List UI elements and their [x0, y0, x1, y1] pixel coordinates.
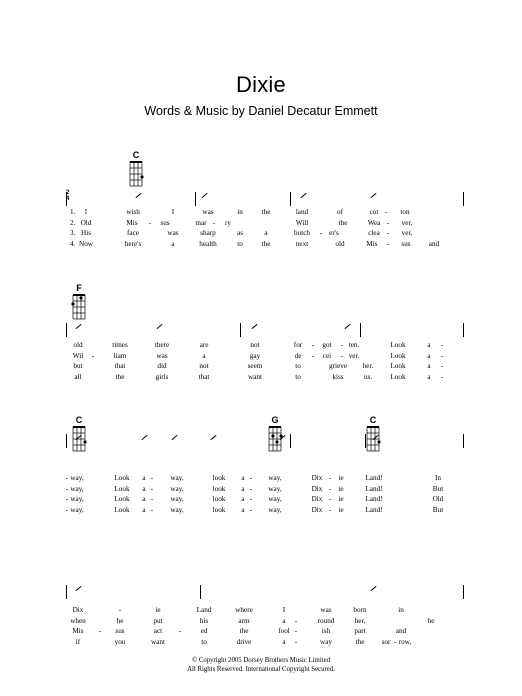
lyric-syllable: ver,: [401, 229, 413, 238]
lyric-syllable: the: [338, 218, 348, 227]
lyric-syllable: as: [237, 229, 243, 238]
lyric-syllable: butch: [294, 229, 310, 238]
chord-name: C: [75, 415, 83, 425]
lyric-syllable: -: [311, 351, 315, 360]
lyric-syllable: that: [198, 372, 210, 381]
lyric-syllable: -: [150, 505, 154, 514]
lyric-syllable: Wil: [72, 351, 84, 360]
lyric-syllable: face: [127, 229, 139, 238]
rhythm-staff: [0, 434, 522, 448]
bar-line: [290, 434, 291, 448]
lyric-syllable: way,: [268, 484, 282, 493]
lyric-syllable: a: [282, 616, 286, 625]
beat-slash: [300, 193, 306, 198]
lyric-syllable: was: [320, 606, 332, 614]
lyric-syllable: Wea: [367, 218, 381, 227]
lyric-syllable: next: [295, 239, 309, 248]
lyric-syllable: if: [75, 637, 81, 646]
chord-name: C: [369, 415, 377, 425]
lyric-syllable: ton: [400, 208, 410, 216]
lyric-syllable: a: [264, 229, 268, 238]
chord-name: F: [76, 283, 82, 293]
lyric-syllable: 4.: [70, 239, 76, 248]
beat-slash: [201, 193, 207, 198]
lyric-syllable: way,: [268, 495, 282, 504]
bar-line: [463, 434, 464, 448]
lyric-syllable: Land!: [365, 495, 383, 504]
lyric-syllable: times: [112, 341, 128, 349]
lyric-syllable: way,: [70, 495, 84, 504]
beat-slash: [370, 586, 376, 591]
chord-diagram-f: [68, 283, 90, 321]
bar-line: [66, 323, 67, 337]
lyric-syllable: -: [386, 218, 390, 227]
beat-slash: [372, 435, 378, 440]
lyric-syllable: a: [202, 351, 206, 360]
lyric-syllable: -: [249, 474, 253, 482]
lyric-syllable: a: [171, 239, 175, 248]
lyric-syllable: the: [261, 239, 271, 248]
beat-slash: [210, 435, 216, 440]
lyric-syllable: to: [295, 372, 301, 381]
lyric-syllable: the: [355, 637, 365, 646]
lyric-syllable: born: [353, 606, 367, 614]
lyric-syllable: her.: [362, 362, 374, 371]
lyric-syllable: cot: [369, 208, 379, 216]
lyric-syllable: -: [65, 484, 69, 493]
lyric-syllable: old: [73, 341, 83, 349]
chord-name: G: [271, 415, 279, 425]
lyric-syllable: his: [199, 616, 209, 625]
lyric-syllable: but: [73, 362, 83, 371]
lyric-syllable: to: [295, 362, 301, 371]
lyric-syllable: fool: [278, 627, 290, 636]
lyric-syllable: way,: [170, 484, 184, 493]
lyric-syllable: His: [81, 229, 91, 238]
lyric-syllable: for: [293, 341, 303, 349]
lyric-syllable: -: [319, 229, 323, 238]
lyric-syllable: where: [235, 606, 253, 614]
lyric-syllable: ie: [338, 484, 344, 493]
lyric-syllable: 2.: [70, 218, 76, 227]
chord-name: C: [132, 150, 140, 160]
lyric-syllable: I: [282, 606, 286, 614]
lyric-syllable: Old: [432, 495, 444, 504]
lyric-syllable: round: [317, 616, 335, 625]
lyric-syllable: way,: [170, 505, 184, 514]
lyric-syllable: arm: [238, 616, 250, 625]
lyric-syllable: wish: [126, 208, 140, 216]
lyric-syllable: ed: [200, 627, 208, 636]
bar-line: [290, 192, 291, 206]
lyric-syllable: a: [241, 495, 245, 504]
lyric-syllable: -: [249, 484, 253, 493]
bar-line: [66, 585, 67, 599]
lyric-syllable: -: [294, 637, 298, 646]
finger-dot: [140, 175, 143, 178]
lyric-syllable: Look: [390, 351, 406, 360]
song-title: Dixie: [236, 72, 286, 97]
lyric-syllable: Dix: [311, 505, 323, 514]
lyric-syllable: a: [241, 505, 245, 514]
lyric-syllable: sharp: [200, 229, 216, 238]
lyric-syllable: sus: [160, 218, 170, 227]
lyric-syllable: -: [440, 351, 444, 360]
lyric-syllable: -: [328, 474, 332, 482]
lyric-syllable: of: [337, 208, 343, 216]
lyric-syllable: -: [150, 484, 154, 493]
fretboard-grid: [128, 160, 144, 188]
lyric-syllable: But: [432, 505, 444, 514]
finger-dot: [79, 296, 82, 299]
lyric-syllable: a: [241, 484, 245, 493]
lyric-syllable: ver,: [401, 218, 413, 227]
lyric-syllable: clea: [368, 229, 380, 238]
lyric-syllable: -: [386, 239, 390, 248]
lyric-syllable: Mis: [126, 218, 138, 227]
lyric-syllable: -: [440, 372, 444, 381]
lyric-syllable: -: [328, 495, 332, 504]
lyric-syllable: -: [150, 474, 154, 482]
rhythm-staff: [0, 323, 522, 337]
lyric-syllable: Dix: [311, 495, 323, 504]
lyric-syllable: there: [154, 341, 170, 349]
lyric-syllable: liam: [113, 351, 127, 360]
lyric-syllable: put: [153, 616, 163, 625]
lyric-syllable: -: [65, 505, 69, 514]
lyric-syllable: sor: [381, 637, 391, 646]
lyric-syllable: way,: [70, 474, 84, 482]
fretboard-grid: [71, 293, 87, 321]
beat-slash: [279, 435, 285, 440]
lyric-syllable: -: [178, 627, 182, 636]
lyric-syllable: the: [115, 372, 125, 381]
lyric-syllable: a: [241, 474, 245, 482]
lyric-syllable: -: [98, 627, 102, 636]
lyric-syllable: cei: [322, 351, 332, 360]
lyric-syllable: -: [311, 341, 315, 349]
lyric-syllable: -: [91, 351, 95, 360]
lyric-syllable: land: [295, 208, 309, 216]
lyric-syllable: girls: [155, 372, 169, 381]
lyric-syllable: in: [398, 606, 404, 614]
lyric-syllable: Look: [114, 484, 130, 493]
beat-slash: [370, 193, 376, 198]
time-signature: 2 4: [66, 190, 70, 202]
lyric-syllable: -: [65, 474, 69, 482]
lyric-syllable: row,: [398, 637, 412, 646]
lyric-syllable: way,: [268, 474, 282, 482]
lyric-syllable: want: [248, 372, 262, 381]
lyric-syllable: not: [250, 341, 260, 349]
lyric-syllable: -: [440, 341, 444, 349]
lyric-syllable: Land!: [365, 505, 383, 514]
lyric-syllable: way: [320, 637, 332, 646]
lyric-syllable: -: [118, 606, 122, 614]
lyric-syllable: not: [199, 362, 209, 371]
lyric-syllable: -: [65, 495, 69, 504]
lyric-syllable: and: [395, 627, 407, 636]
beat-slash: [75, 324, 81, 329]
lyric-syllable: look: [212, 484, 226, 493]
lyric-syllable: was: [202, 208, 214, 216]
lyric-syllable: did: [157, 362, 167, 371]
lyric-syllable: that: [114, 362, 126, 371]
lyric-syllable: -: [249, 495, 253, 504]
lyric-syllable: 1.: [70, 208, 76, 216]
lyric-syllable: got: [322, 341, 332, 349]
lyric-syllable: Now: [79, 239, 93, 248]
bar-line: [360, 323, 361, 337]
lyric-syllable: a: [142, 495, 146, 504]
lyric-syllable: -: [440, 362, 444, 371]
lyric-syllable: look: [212, 505, 226, 514]
lyric-syllable: her,: [354, 616, 366, 625]
lyric-syllable: sus: [115, 627, 125, 636]
lyric-syllable: grieve: [329, 362, 347, 371]
finger-dot: [71, 302, 74, 305]
lyric-syllable: -: [384, 208, 388, 216]
lyric-syllable: er's: [329, 229, 339, 238]
lyric-syllable: -: [294, 627, 298, 636]
lyric-syllable: ie: [338, 474, 344, 482]
rhythm-staff: [0, 585, 522, 599]
lyric-syllable: ten.: [348, 341, 360, 349]
bar-line: [463, 192, 464, 206]
bar-line: [463, 323, 464, 337]
lyric-syllable: I: [171, 208, 175, 216]
lyric-syllable: way,: [70, 505, 84, 514]
lyric-syllable: Mis: [366, 239, 378, 248]
bar-line: [66, 434, 67, 448]
lyric-syllable: health: [199, 239, 217, 248]
lyric-syllable: -: [328, 484, 332, 493]
lyric-syllable: sus: [401, 239, 411, 248]
lyric-syllable: kiss: [332, 372, 344, 381]
lyric-syllable: part: [354, 627, 366, 636]
copyright-line: All Rights Reserved. International Copyright Secured.: [187, 666, 335, 673]
beat-slash: [135, 193, 141, 198]
bar-line: [463, 585, 464, 599]
composer-credit: Words & Music by Daniel Decatur Emmett: [144, 104, 378, 118]
lyric-syllable: gay: [249, 351, 261, 360]
lyric-syllable: a: [142, 474, 146, 482]
bar-line: [200, 585, 201, 599]
lyric-syllable: drive: [236, 637, 252, 646]
bar-line: [240, 323, 241, 337]
lyric-syllable: ver.: [348, 351, 360, 360]
lyric-syllable: way,: [170, 495, 184, 504]
lyric-syllable: de: [294, 351, 302, 360]
lyric-syllable: want: [151, 637, 165, 646]
lyric-syllable: to: [201, 637, 207, 646]
lyric-syllable: a: [142, 484, 146, 493]
lyric-syllable: Look: [114, 505, 130, 514]
lyric-syllable: in: [237, 208, 243, 216]
lyric-syllable: when: [70, 616, 86, 625]
lyric-syllable: the: [261, 208, 271, 216]
lyric-syllable: a: [427, 341, 431, 349]
lyric-syllable: Land: [196, 606, 212, 614]
lyric-syllable: Will: [295, 218, 309, 227]
lyric-syllable: Look: [390, 372, 406, 381]
lyric-syllable: a: [282, 637, 286, 646]
lyric-syllable: way,: [268, 505, 282, 514]
lyric-syllable: a: [427, 351, 431, 360]
copyright-notice: [0, 656, 522, 674]
lyric-syllable: Land!: [365, 484, 383, 493]
lyric-syllable: a: [427, 362, 431, 371]
lyric-syllable: ie: [338, 505, 344, 514]
bar-line: [195, 192, 196, 206]
lyric-syllable: Dix: [311, 484, 323, 493]
lyric-syllable: look: [212, 474, 226, 482]
lyric-syllable: -: [393, 637, 397, 646]
lyric-syllable: Dix: [72, 606, 84, 614]
lyric-syllable: But: [432, 484, 444, 493]
lyric-syllable: ry: [225, 218, 231, 227]
lyric-syllable: to: [237, 239, 243, 248]
lyric-syllable: was: [167, 229, 179, 238]
lyric-syllable: -: [150, 495, 154, 504]
lyric-syllable: In: [435, 474, 441, 482]
lyric-syllable: Look: [114, 495, 130, 504]
lyric-syllable: -: [249, 505, 253, 514]
lyric-syllable: Old: [80, 218, 92, 227]
lyric-syllable: ish: [321, 627, 331, 636]
lyric-syllable: ie: [338, 495, 344, 504]
lyric-syllable: Look: [114, 474, 130, 482]
lyric-syllable: a: [142, 505, 146, 514]
lyric-syllable: he: [116, 616, 124, 625]
lyric-syllable: here's: [124, 239, 142, 248]
lyric-syllable: the: [239, 627, 249, 636]
beat-slash: [141, 435, 147, 440]
lyric-syllable: old: [335, 239, 345, 248]
lyric-syllable: mar: [195, 218, 207, 227]
lyric-syllable: us.: [363, 372, 373, 381]
lyric-syllable: -: [148, 218, 152, 227]
lyric-syllable: Mis: [72, 627, 84, 636]
chord-diagram-c: [125, 150, 147, 188]
lyric-syllable: was: [156, 351, 168, 360]
lyric-syllable: way,: [70, 484, 84, 493]
beat-slash: [251, 324, 257, 329]
beat-slash: [156, 324, 162, 329]
beat-slash: [344, 324, 350, 329]
beat-slash: [75, 435, 81, 440]
lyric-syllable: I: [84, 208, 88, 216]
lyric-syllable: -: [328, 505, 332, 514]
lyric-syllable: -: [386, 229, 390, 238]
lyric-syllable: you: [114, 637, 126, 646]
lyric-syllable: act: [153, 627, 163, 636]
lyric-syllable: Dix: [311, 474, 323, 482]
bar-line: [365, 434, 366, 448]
lyric-syllable: he: [427, 616, 435, 625]
lyric-syllable: a: [427, 372, 431, 381]
lyric-syllable: Look: [390, 362, 406, 371]
lyric-syllable: -: [212, 218, 216, 227]
lyric-syllable: all: [74, 372, 82, 381]
lyric-syllable: Land!: [365, 474, 383, 482]
lyric-syllable: ie: [155, 606, 161, 614]
lyric-syllable: look: [212, 495, 226, 504]
lyric-syllable: Look: [390, 341, 406, 349]
lyric-syllable: -: [340, 341, 344, 349]
lyric-syllable: are: [199, 341, 209, 349]
lyric-syllable: 3.: [70, 229, 76, 238]
lyric-syllable: -: [340, 351, 344, 360]
lyric-syllable: -: [294, 616, 298, 625]
rhythm-staff: [0, 192, 522, 206]
copyright-line: © Copyright 2005 Dorsey Brothers Music Limited: [191, 657, 331, 664]
lyric-syllable: way,: [170, 474, 184, 482]
lyric-syllable: seem: [247, 362, 263, 371]
lyric-syllable: and: [428, 239, 440, 248]
beat-slash: [75, 586, 81, 591]
beat-slash: [171, 435, 177, 440]
